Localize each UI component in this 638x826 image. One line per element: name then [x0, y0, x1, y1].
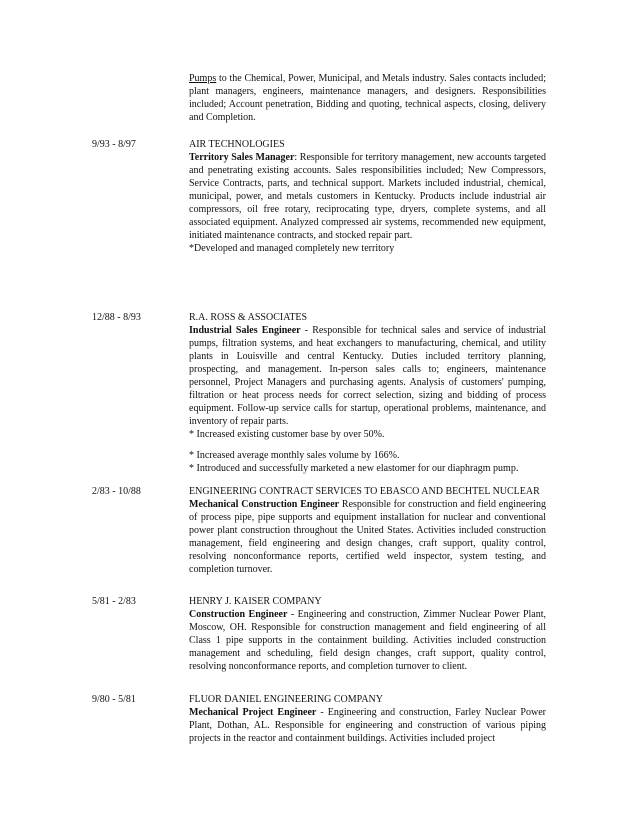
job-dates: 2/83 - 10/88 — [92, 486, 141, 497]
job-title: Construction Engineer — [189, 609, 288, 620]
product-pumps: Pumps — [189, 73, 217, 84]
job-title: Industrial Sales Engineer — [189, 325, 301, 336]
job-company: R.A. ROSS & ASSOCIATES — [189, 312, 308, 323]
job-description: - Engineering and construction, Zimmer Nuclear Power Plant, Moscow, OH. Responsible for construction management and field engineering of all Class 1 pipe supports in the containment building. Activities included construction management and scheduling, field design changes, craft support, quality control, resolving nonconformance reports, and completion turnover to client. — [189, 609, 547, 672]
job-company: HENRY J. KAISER COMPANY — [189, 596, 322, 607]
job-dates: 9/80 - 5/81 — [92, 694, 136, 705]
job-company: FLUOR DANIEL ENGINEERING COMPANY — [189, 694, 383, 705]
job-dates: 5/81 - 2/83 — [92, 596, 136, 607]
job-body — [189, 595, 546, 673]
job-bullet: * Increased existing customer base by over 50%. — [189, 429, 385, 440]
job-body — [189, 138, 546, 255]
job-body — [189, 485, 546, 576]
job-bullet: * Introduced and successfully marketed a new elastomer for our diaphragm pump. — [189, 463, 519, 474]
job-description: Responsible for construction and field engineering of process pipe, pipe supports and equipment installation for nuclear and conventional power plant construction throughout the United States. Activities included construction management, field engineering and design changes, craft support, quality control, resolving nonconformance reports, certified weld inspector, system testing, and completion turnover. — [189, 499, 546, 575]
job-description: : Responsible for territory management, new accounts targeted and penetrating existing accounts. Sales responsibilities included; New Compressors, Service Contracts, parts, and technical support. Markets included industrial, chemical, municipal, power, and metals customers in Kentucky. Products include industrial air compressors, oil free rotary, reciprocating type, dryers, complete systems, and all associated equipment. Analyzed compressed air systems, recommended new equipment, initiated maintenance contracts, and stocked repair part. — [189, 152, 546, 241]
job-description: - Responsible for technical sales and service of industrial pumps, filtration systems, and heat exchangers to manufacturing, chemical, and utility plants in Louisville and central Kentucky. Duties included territory planning, prospecting, and management. In-person sales calls to; engineers, maintenance personnel, Project Managers and purchasing agents. Analysis of customers' pumping, filtration or heat process needs for correct selection, sizing and bidding of process equipment. Follow-up service calls for startup, operational problems, maintenance, and inventory of repair parts. — [189, 325, 546, 427]
job-title: Mechanical Construction Engineer — [189, 499, 340, 510]
job-company: ENGINEERING CONTRACT SERVICES TO EBASCO AND BECHTEL NUCLEAR — [189, 486, 540, 497]
job-dates: 12/88 - 8/93 — [92, 312, 141, 323]
job-title: Mechanical Project Engineer — [189, 707, 317, 718]
job-company: AIR TECHNOLOGIES — [189, 139, 285, 150]
job-bullet: *Developed and managed completely new territory — [189, 243, 395, 254]
previous-job-continuation — [189, 72, 546, 124]
job-body — [189, 311, 546, 475]
continuation-text: to the Chemical, Power, Municipal, and Metals industry. Sales contacts included; plant managers, engineers, maintenance managers, and designers. Responsibilities included; Account penetration, Bidding and quoting, technical aspects, closing, delivery and Completion. — [189, 73, 546, 123]
job-title: Territory Sales Manager — [189, 152, 295, 163]
job-description: - Engineering and construction, Farley Nuclear Power Plant, Dothan, AL. Responsible for engineering and construction of various piping projects in the reactor and containment buildings. Activities included project — [189, 707, 546, 744]
job-dates: 9/93 - 8/97 — [92, 139, 136, 150]
job-body — [189, 693, 546, 745]
job-bullet: * Increased average monthly sales volume by 166%. — [189, 450, 400, 461]
